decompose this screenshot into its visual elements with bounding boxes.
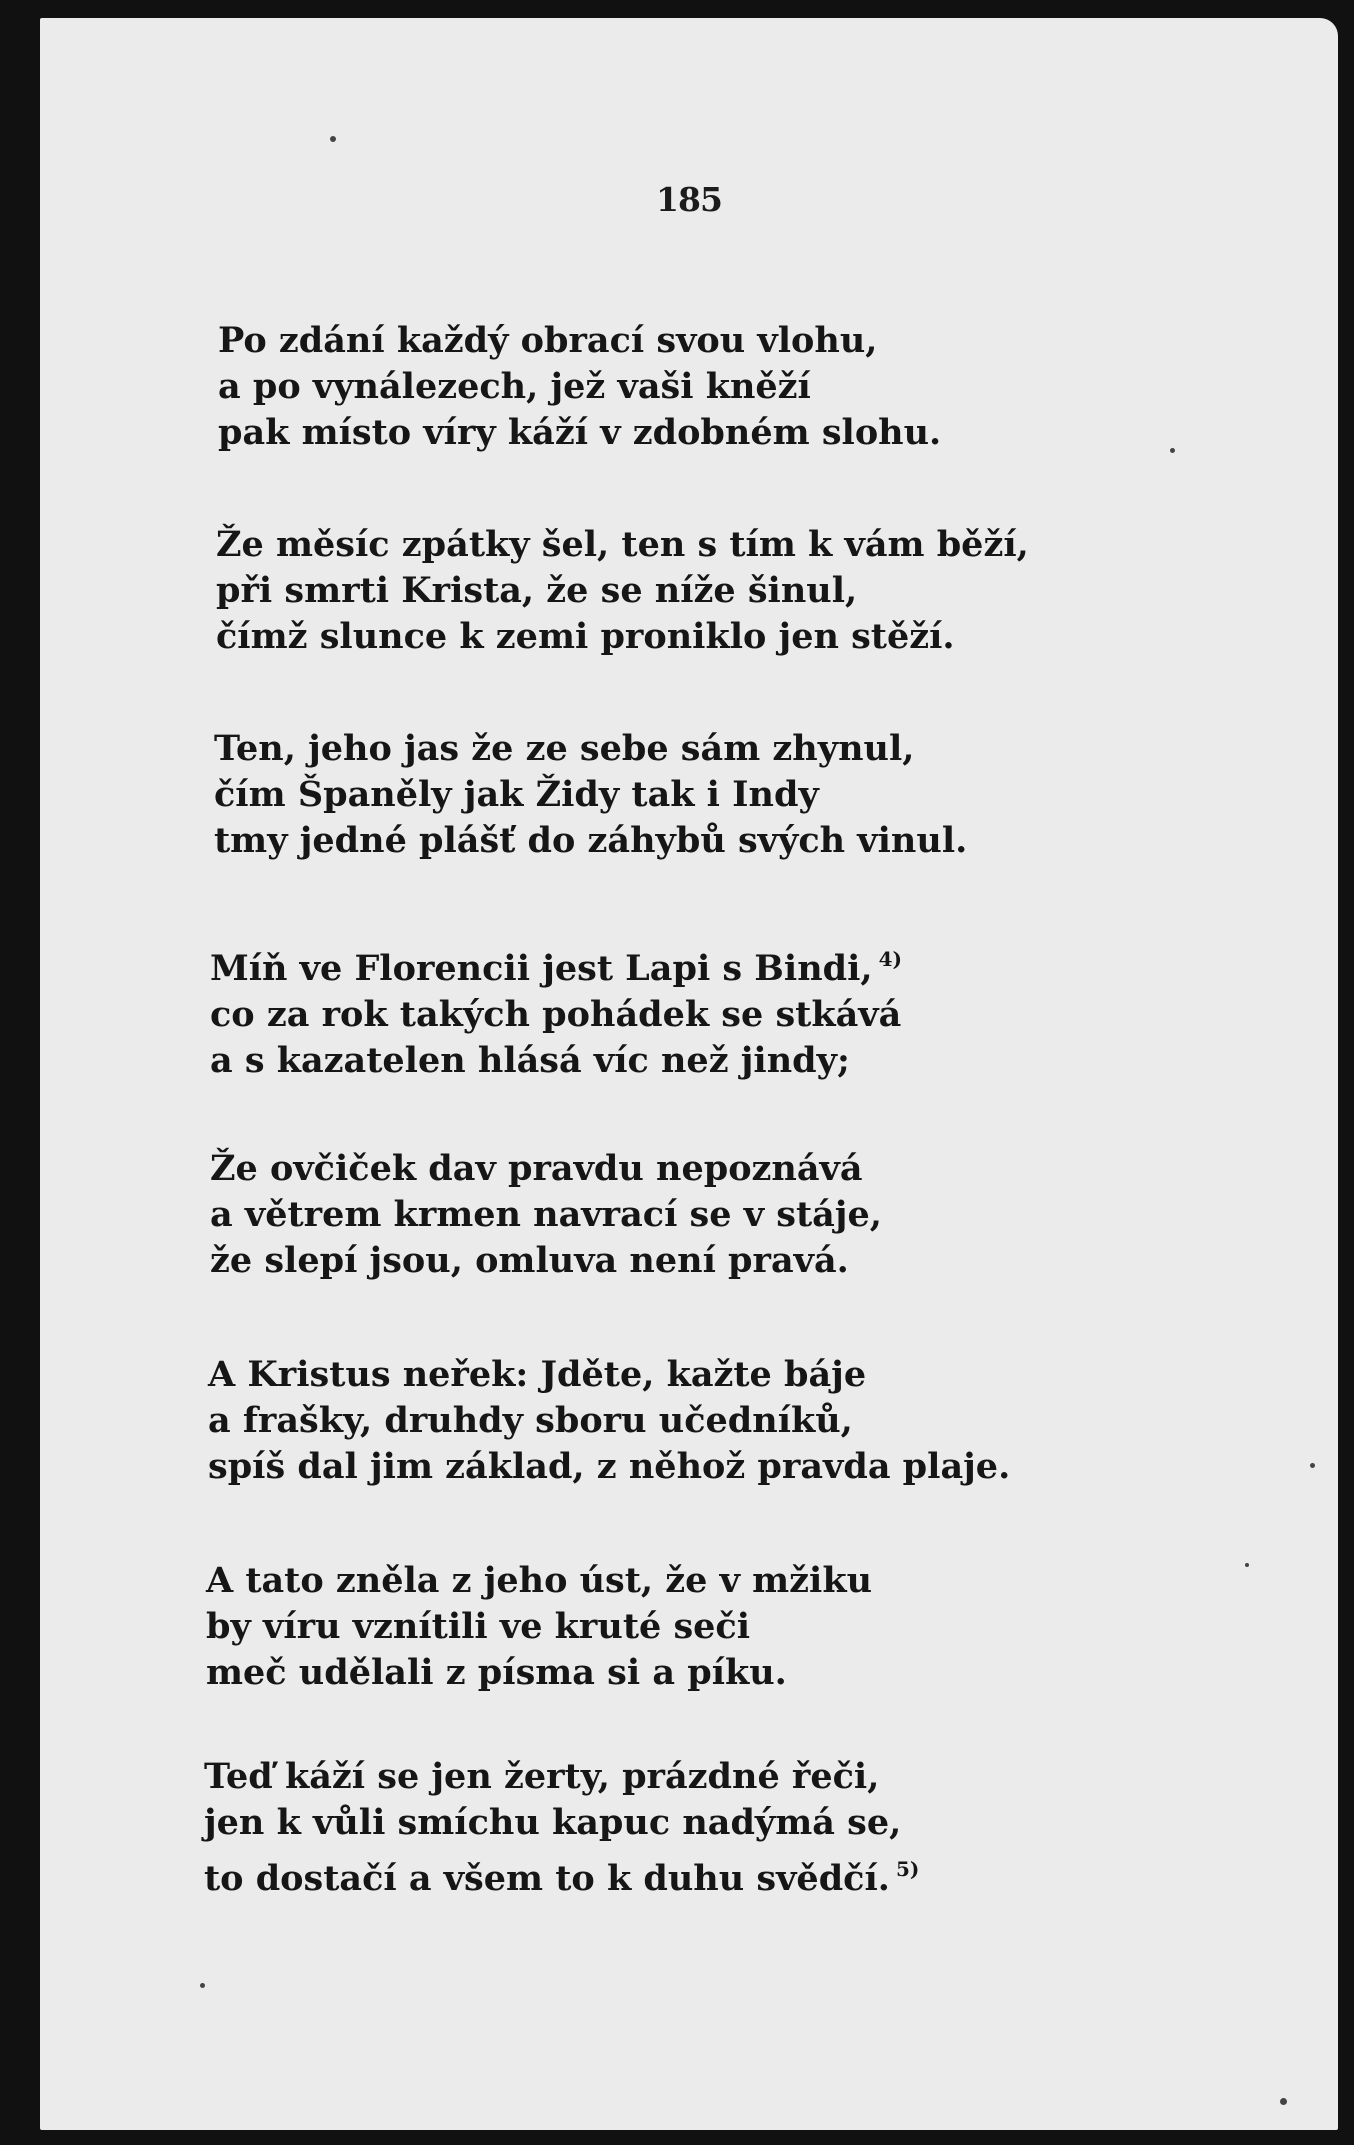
- stanza-3: [214, 726, 967, 864]
- verse-line: Po zdání každý obrací svou vlohu,: [218, 320, 878, 361]
- verse-line: při smrti Krista, že se níže šinul,: [216, 570, 858, 611]
- verse-line: co za rok takých pohádek se stkává: [210, 994, 902, 1035]
- verse-line: že slepí jsou, omluva není pravá.: [210, 1240, 849, 1281]
- stanza-7: [206, 1558, 872, 1696]
- page-number: 185: [656, 180, 722, 219]
- scan-speck: [1310, 1463, 1315, 1468]
- verse-line: meč udělali z písma si a píku.: [206, 1652, 787, 1693]
- scan-speck: [200, 1983, 205, 1988]
- scan-speck: [1280, 2098, 1287, 2105]
- verse-line: spíš dal jim základ, z něhož pravda plaje.: [208, 1446, 1011, 1487]
- verse-line: pak místo víry káží v zdobném slohu.: [218, 412, 942, 453]
- verse-text: to dostačí a všem to k duhu svědčí.: [204, 1858, 890, 1899]
- verse-line: A tato zněla z jeho úst, že v mžiku: [206, 1560, 873, 1601]
- book-page: [40, 18, 1338, 2130]
- verse-line: tmy jedné plášť do záhybů svých vinul.: [214, 820, 968, 861]
- stanza-8: [204, 1754, 919, 1902]
- verse-line: čímž slunce k zemi proniklo jen stěží.: [216, 616, 955, 657]
- verse-line: [204, 1846, 919, 1902]
- scan-speck: [1245, 1563, 1249, 1567]
- verse-line: jen k vůli smíchu kapuc nadýmá se,: [204, 1802, 902, 1843]
- stanza-6: [208, 1352, 1010, 1490]
- verse-line: [210, 936, 902, 992]
- scan-speck: [330, 136, 336, 142]
- stanza-1: [218, 318, 941, 456]
- verse-line: Teď káží se jen žerty, prázdné řeči,: [204, 1756, 880, 1797]
- stanza-2: [216, 522, 1029, 660]
- footnote-marker: 4): [878, 947, 902, 971]
- verse-line: čím Španěly jak Židy tak i Indy: [214, 774, 819, 815]
- stanza-4: [210, 936, 902, 1084]
- verse-line: A Kristus neřek: Jděte, kažte báje: [208, 1354, 867, 1395]
- verse-line: a s kazatelen hlásá víc než jindy;: [210, 1040, 850, 1081]
- verse-line: by víru vznítili ve kruté seči: [206, 1606, 751, 1647]
- verse-text: Míň ve Florencii jest Lapi s Bindi,: [210, 948, 873, 989]
- verse-line: a větrem krmen navrací se v stáje,: [210, 1194, 882, 1235]
- verse-line: a po vynálezech, jež vaši kněží: [218, 366, 811, 407]
- verse-line: a frašky, druhdy sboru učedníků,: [208, 1400, 853, 1441]
- verse-line: Ten, jeho jas že ze sebe sám zhynul,: [214, 728, 915, 769]
- scan-speck: [1170, 448, 1175, 453]
- verse-line: Že měsíc zpátky šel, ten s tím k vám běží,: [216, 524, 1029, 565]
- footnote-marker: 5): [895, 1857, 920, 1881]
- verse-line: Že ovčiček dav pravdu nepoznává: [210, 1148, 863, 1189]
- stanza-5: [210, 1146, 882, 1284]
